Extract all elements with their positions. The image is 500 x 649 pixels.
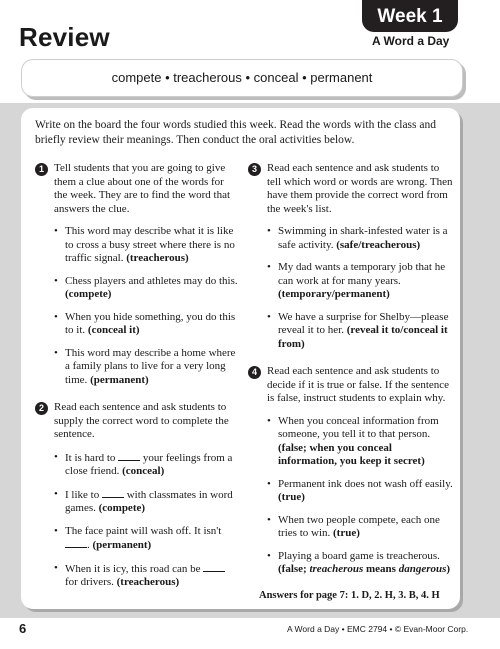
week-tab: Week 1: [362, 0, 458, 32]
intro-text: Write on the board the four words studied this week. Read the words with the class and briefly review their meanings. Then conduct the oral activities below.: [35, 119, 436, 146]
list-item: • Permanent ink does not wash off easily. (true): [267, 477, 453, 503]
series-subtitle: A Word a Day: [372, 34, 450, 48]
list-item: • When it is icy, this road can be for drivers. (treacherous): [35, 562, 240, 590]
answer-blank: [118, 451, 140, 461]
list-item: • When you conceal information from someone, you tell it to that person. (false; when you conceal information, you keep it secret): [267, 414, 439, 467]
footer-credit: A Word a Day • EMC 2794 • © Evan-Moor Corp.: [287, 624, 469, 634]
page-title: Review: [19, 22, 110, 52]
section-4-list: [248, 415, 453, 577]
list-item: • Chess players and athletes may do this. (compete): [54, 274, 238, 300]
section-number-2: 2: [35, 402, 48, 415]
section-number-1: 1: [35, 163, 48, 176]
section-1-list: [35, 225, 240, 387]
section-1: [35, 162, 240, 216]
list-item: • When two people compete, each one tries to win. (true): [267, 513, 440, 539]
list-item: • The face paint will wash off. It isn't . (permanent): [54, 524, 222, 551]
section-4-instructions: Read each sentence and ask students to decide if it is true or false. If the sentence is false, instruct students to explain why.: [267, 365, 450, 404]
list-item: • Swimming in shark-infested water is a safe activity. (safe/treacherous): [267, 225, 448, 251]
list-item: • This word may describe a home where a family plans to live for a very long time. (permanent): [54, 346, 236, 386]
section-number-4: 4: [248, 366, 261, 379]
page-number: 6: [19, 621, 27, 636]
list-item: • It is hard to your feelings from a close friend. (conceal): [54, 450, 233, 477]
list-item: • This word may describe what it is like to cross a busy street where there is no traffic signal. (treacherous): [54, 225, 235, 264]
section-3-list: [248, 225, 453, 351]
section-3: [248, 162, 453, 216]
answer-blank: [65, 538, 87, 548]
answer-blank: [203, 562, 225, 572]
section-4: [248, 365, 453, 406]
list-item: • My dad wants a temporary job that he can work at for many years. (temporary/permanent): [267, 261, 446, 300]
section-2-instructions: Read each sentence and ask students to supply the correct word to complete the sentence.: [54, 401, 229, 440]
answer-key: Answers for page 7: 1. D, 2. H, 3. B, 4. H: [259, 590, 440, 601]
left-column: [35, 162, 240, 599]
answer-blank: [102, 488, 124, 498]
section-2: [35, 401, 240, 442]
section-3-instructions: Read each sentence and ask students to tell which word or words are wrong. Then have them provide the correct word from the week's list.: [267, 162, 453, 215]
list-item: • I like to with classmates in word games. (compete): [54, 487, 233, 514]
word-list-box: compete • treacherous • conceal • permanent: [21, 59, 463, 97]
section-1-instructions: Tell students that you are going to give them a clue about one of the words for the week. They are to find the word that answers the clue.: [54, 162, 231, 215]
list-item: • We have a surprise for Shelby—please reveal it to her. (reveal it to/conceal it from): [267, 310, 449, 350]
section-2-list: [35, 451, 240, 590]
right-column: [248, 162, 453, 586]
list-item: • When you hide something, you do this to it. (conceal it): [54, 310, 236, 336]
section-number-3: 3: [248, 163, 261, 176]
list-item: • Playing a board game is treacherous. (false; treacherous means dangerous): [267, 549, 451, 575]
